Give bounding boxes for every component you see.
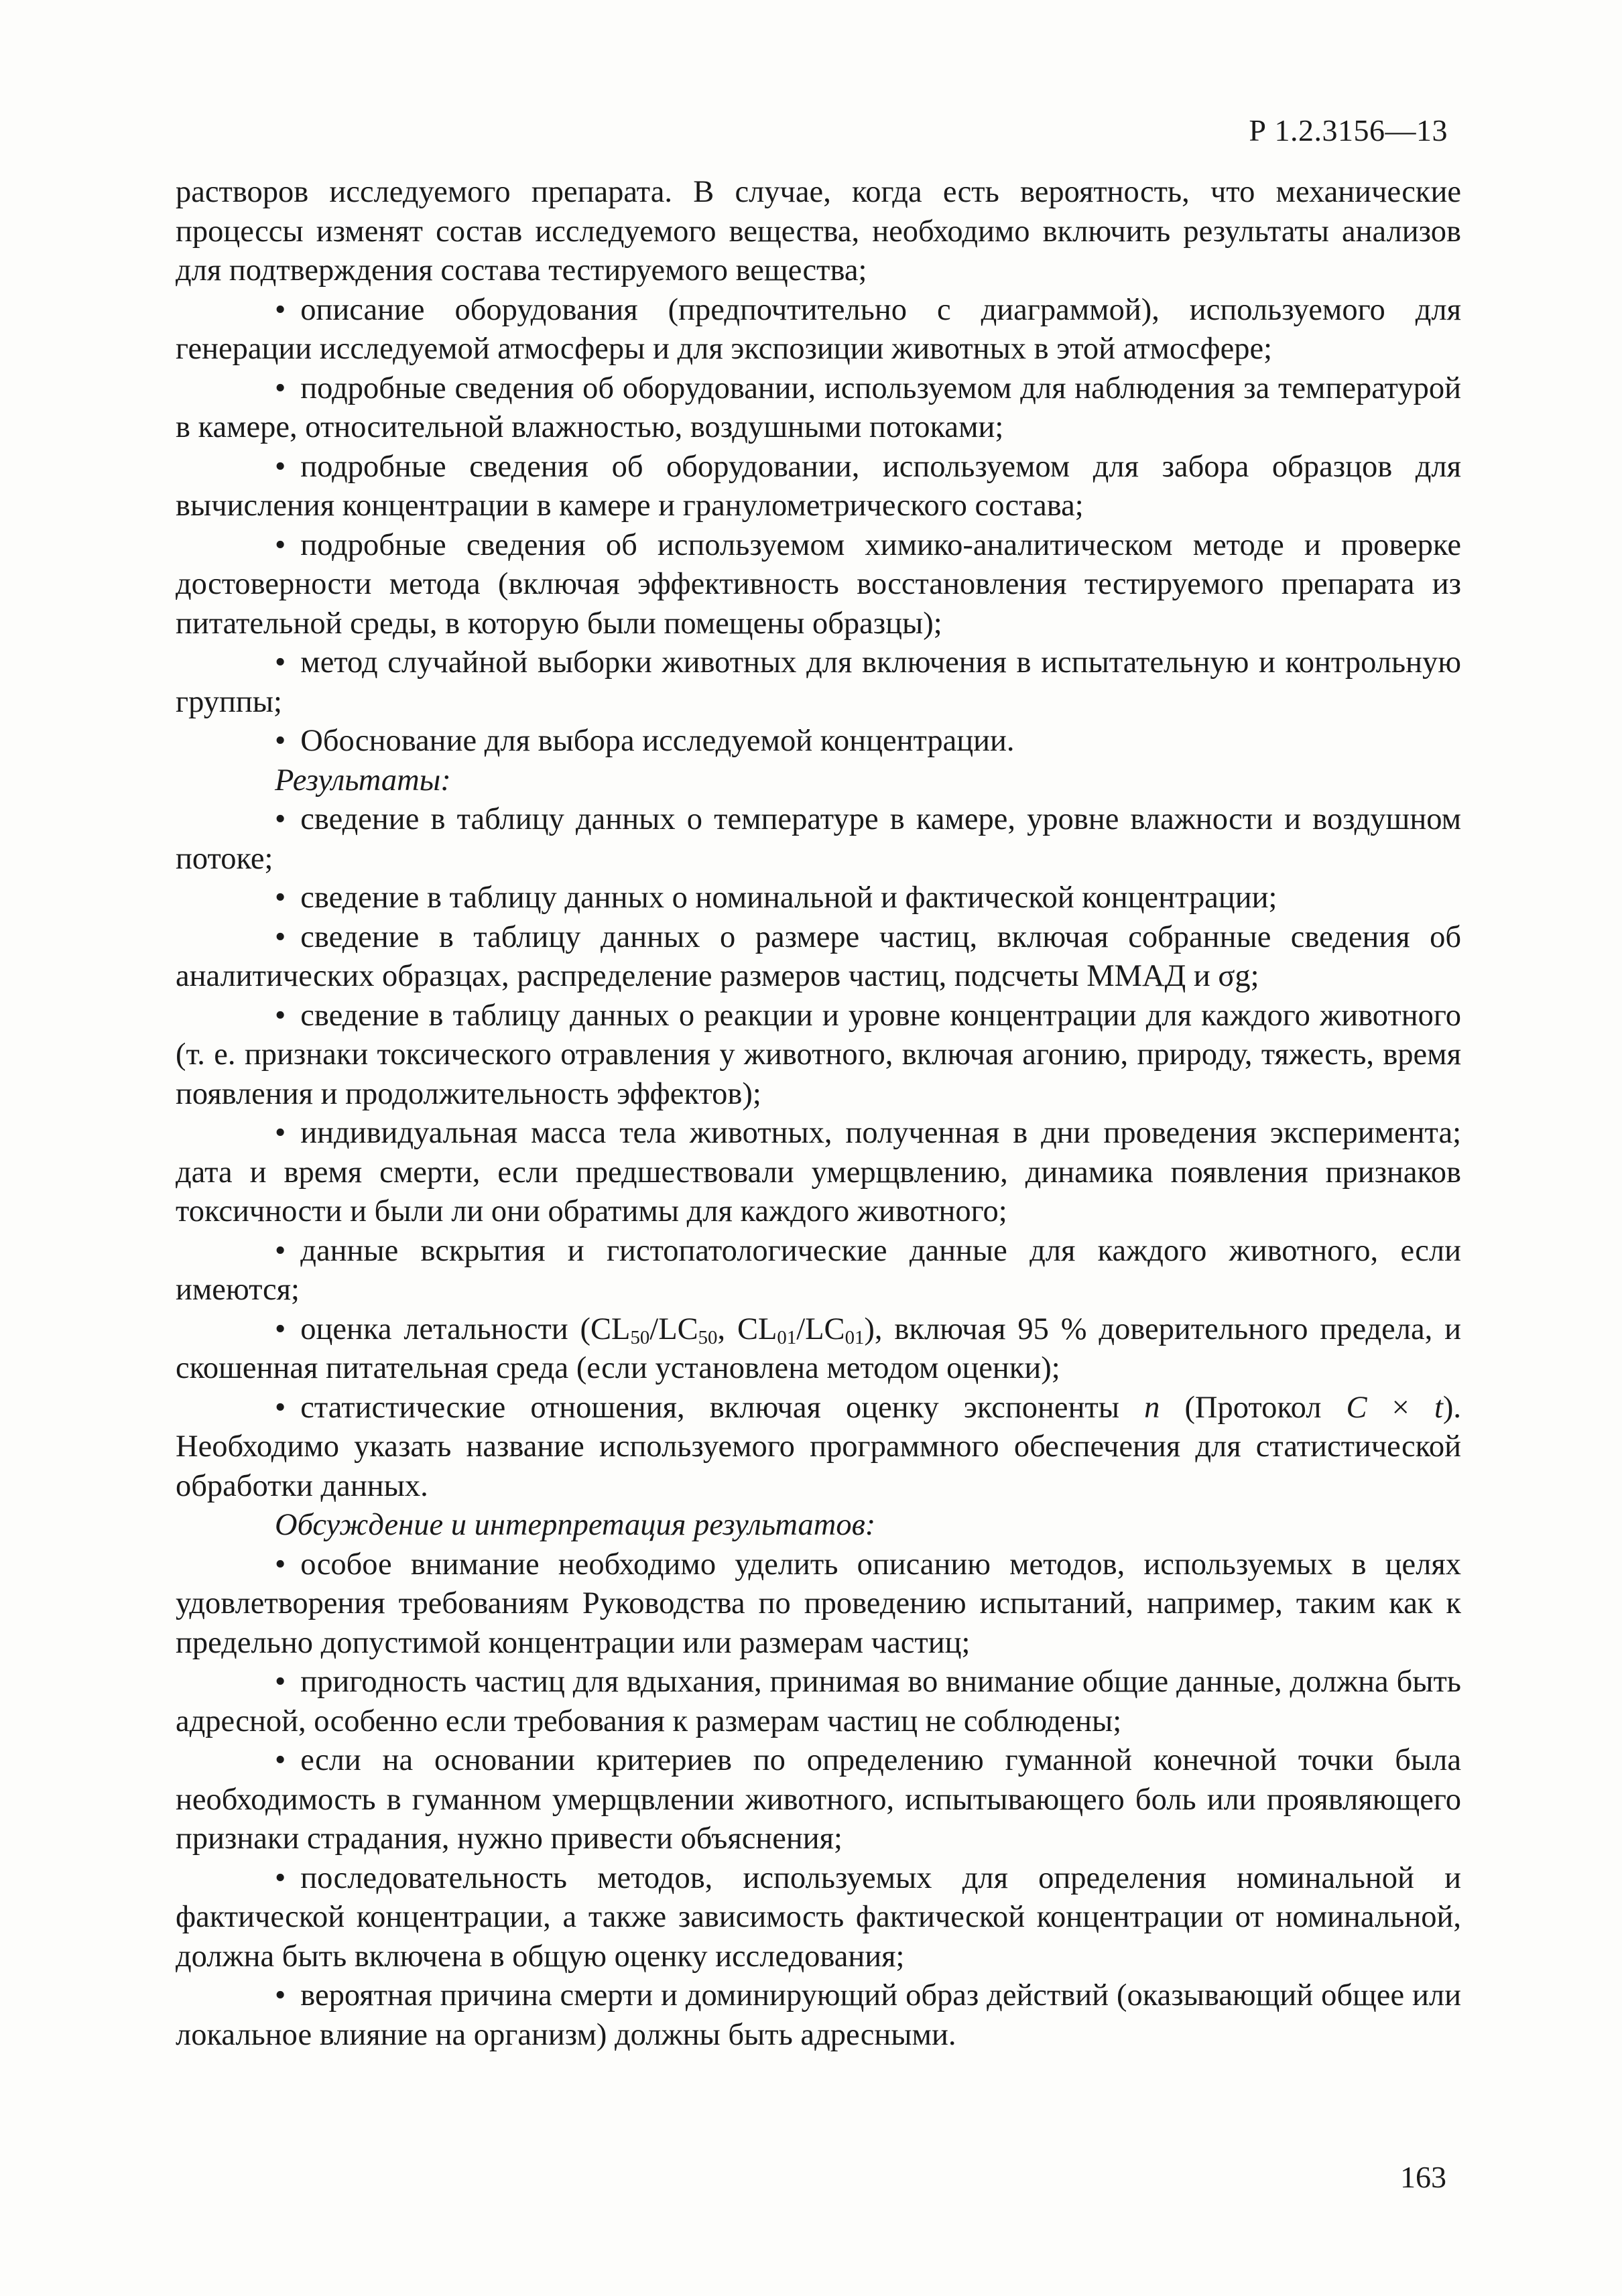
bullet-item <box>176 448 1461 526</box>
bullet-icon: • <box>275 292 286 327</box>
bullet-item <box>176 1232 1461 1310</box>
paragraph: растворов исследуемого препарата. В случае, когда есть вероятность, что механические процессы изменят состав исследуемого вещества, необходимо включить результаты анализов для подтверждения состава тестируемого вещества; <box>176 175 1461 288</box>
bullet-item <box>176 526 1461 644</box>
bullet-item <box>176 369 1461 448</box>
bullet-icon: • <box>275 645 286 680</box>
subscript: 50 <box>698 1326 718 1348</box>
bullet-icon: • <box>275 998 286 1033</box>
bullet-icon: • <box>275 1743 286 1777</box>
text-fragment: статистические отношения, включая оценку экспоненты <box>300 1390 1145 1425</box>
bullet-item <box>176 643 1461 722</box>
section-heading-results: Результаты: <box>275 763 451 798</box>
bullet-item-lethality <box>176 1310 1461 1389</box>
bullet-icon: • <box>275 1665 286 1699</box>
bullet-item <box>176 1741 1461 1859</box>
bullet-item <box>176 918 1461 997</box>
bullet-text: подробные сведения об оборудовании, используемом для забора образцов для вычисления концентрации в камере и гранулометрического состава; <box>176 449 1461 523</box>
bullet-icon: • <box>275 1390 286 1425</box>
variable-c: C <box>1346 1390 1367 1425</box>
text-fragment: , CL <box>717 1312 777 1346</box>
bullet-item <box>176 800 1461 879</box>
bullet-icon: • <box>275 1978 286 2013</box>
text-fragment: /LC <box>796 1312 845 1346</box>
bullet-text: подробные сведения об используемом химико-аналитическом методе и проверке достоверности метода (включая эффективность восстановления тестируемого препарата из питательной среды, в которую были помещены образцы); <box>176 527 1461 641</box>
section-heading-discussion: Обсуждение и интерпретация результатов: <box>275 1508 876 1542</box>
bullet-text: особое внимание необходимо уделить описанию методов, используемых в целях удовлетворения требованиям Руководства по проведению испытаний, например, таким как к предельно допустимой концентрации или размерам частиц; <box>176 1547 1461 1660</box>
text-fragment: (Протокол <box>1160 1390 1347 1425</box>
bullet-text: Обоснование для выбора исследуемой концентрации. <box>300 724 1015 758</box>
bullet-icon: • <box>275 449 286 484</box>
bullet-text: если на основании критериев по определению гуманной конечной точки была необходимость в гуманном умерщвлении животного, испытывающего боль или проявляющего признаки страдания, нужно привести объяснения; <box>176 1743 1461 1856</box>
bullet-icon: • <box>275 881 286 915</box>
text-fragment: ), включая 95 % доверительного предела, и скошенная питательная среда (если установлена методом оценки); <box>176 1312 1462 1385</box>
times-symbol: × <box>1367 1390 1434 1425</box>
bullet-item <box>176 1976 1461 2055</box>
bullet-icon: • <box>275 371 286 405</box>
bullet-item <box>176 1663 1461 1741</box>
document-code: Р 1.2.3156—13 <box>1249 113 1448 147</box>
bullet-text: сведение в таблицу данных о размере частиц, включая собранные сведения об аналитических образцах, распределение размеров частиц, подсчеты ММАД и σg; <box>176 919 1461 993</box>
bullet-text: пригодность частиц для вдыхания, принимая во внимание общие данные, должна быть адресной, особенно если требования к размерам частиц не соблюдены; <box>176 1665 1461 1738</box>
bullet-text: метод случайной выборки животных для включения в испытательную и контрольную группы; <box>176 645 1461 719</box>
page-number: 163 <box>1400 2160 1446 2194</box>
bullet-item-statistics <box>176 1389 1461 1507</box>
text-fragment: ). Необходимо указать название используемого программного обеспечения для статистической обработки данных. <box>176 1390 1461 1503</box>
bullet-item <box>176 997 1461 1114</box>
bullet-item <box>176 879 1461 918</box>
bullet-icon: • <box>275 724 286 758</box>
subscript: 50 <box>630 1326 650 1348</box>
text-fragment: оценка летальности (CL <box>300 1312 631 1346</box>
bullet-text: индивидуальная масса тела животных, полученная в дни проведения эксперимента; дата и время смерти, если предшествовали умерщвлению, динамика появления признаков токсичности и были ли они обратимы для каждого животного; <box>176 1116 1461 1228</box>
bullet-icon: • <box>275 527 286 562</box>
variable-n: n <box>1144 1390 1160 1425</box>
bullet-icon: • <box>275 1312 286 1346</box>
page-body <box>176 173 1461 2055</box>
bullet-icon: • <box>275 1860 286 1895</box>
bullet-item <box>176 1545 1461 1663</box>
subscript: 01 <box>777 1326 797 1348</box>
bullet-text: сведение в таблицу данных о температуре в камере, уровне влажности и воздушном потоке; <box>176 802 1461 876</box>
bullet-text: данные вскрытия и гистопатологические данные для каждого животного, если имеются; <box>176 1233 1461 1307</box>
text-fragment: /LC <box>649 1312 698 1346</box>
bullet-text: описание оборудования (предпочтительно с диаграммой), используемого для генерации исследуемой атмосферы и для экспозиции животных в этой атмосфере; <box>176 292 1461 366</box>
bullet-text: последовательность методов, используемых для определения номинальной и фактической концентрации, а также зависимость фактической концентрации от номинальной, должна быть включена в общую оценку исследования; <box>176 1860 1461 1974</box>
subscript: 01 <box>845 1326 865 1348</box>
bullet-text: подробные сведения об оборудовании, используемом для наблюдения за температурой в камере, относительной влажностью, воздушными потоками; <box>176 371 1461 444</box>
bullet-icon: • <box>275 1233 286 1268</box>
bullet-icon: • <box>275 802 286 836</box>
bullet-item <box>176 1114 1461 1232</box>
bullet-text: сведение в таблицу данных о номинальной и фактической концентрации; <box>300 881 1277 915</box>
bullet-item <box>176 291 1461 369</box>
bullet-icon: • <box>275 919 286 954</box>
bullet-icon: • <box>275 1547 286 1582</box>
bullet-item <box>176 1859 1461 1977</box>
bullet-item <box>176 722 1461 761</box>
variable-t: t <box>1434 1390 1443 1425</box>
bullet-text: вероятная причина смерти и доминирующий образ действий (оказывающий общее или локальное влияние на организм) должны быть адресными. <box>176 1978 1461 2052</box>
bullet-text: сведение в таблицу данных о реакции и уровне концентрации для каждого животного (т. е. признаки токсического отравления у животного, включая агонию, природу, тяжесть, время появления и продолжительность эффектов); <box>176 998 1461 1111</box>
bullet-icon: • <box>275 1116 286 1150</box>
